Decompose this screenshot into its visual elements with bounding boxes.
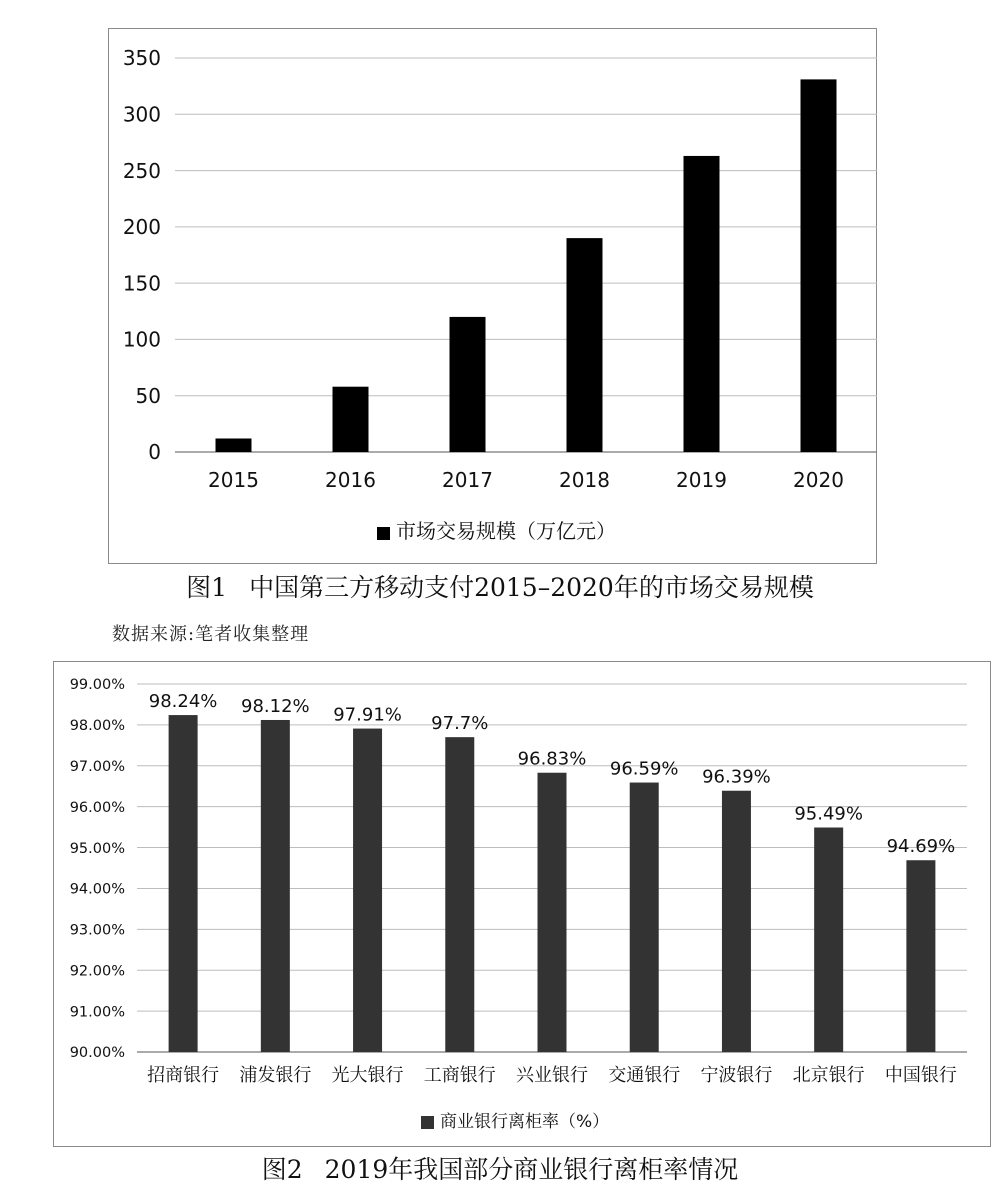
y-tick-label: 95.00% [69, 840, 125, 857]
y-tick-label: 90.00% [69, 1045, 125, 1062]
x-category-label: 北京银行 [792, 1065, 865, 1086]
bar [684, 156, 720, 452]
x-category-label: 浦发银行 [239, 1065, 312, 1086]
y-tick-label: 300 [122, 102, 161, 127]
y-tick-label: 91.00% [69, 1004, 125, 1021]
chart-2-frame [53, 661, 991, 1147]
y-tick-label: 100 [122, 327, 161, 352]
chart-2 [54, 662, 992, 1148]
chart-1 [109, 29, 878, 565]
x-category-label: 2017 [442, 468, 493, 492]
data-label: 98.24% [148, 691, 218, 713]
data-label: 98.12% [241, 695, 310, 717]
bar [450, 317, 486, 452]
bar [261, 720, 290, 1052]
y-tick-label: 0 [148, 440, 161, 465]
x-category-label: 宁波银行 [700, 1065, 773, 1086]
data-label: 96.59% [609, 758, 679, 780]
bar [906, 860, 935, 1052]
bar [353, 729, 382, 1052]
y-tick-label: 92.00% [69, 963, 125, 980]
bar [538, 773, 567, 1052]
bar [630, 783, 659, 1052]
bar [722, 791, 751, 1052]
data-label: 97.7% [431, 713, 489, 735]
figure-2-title: 2019年我国部分商业银行离柜率情况 [324, 1155, 739, 1184]
y-tick-label: 98.00% [69, 718, 125, 735]
data-label: 95.49% [794, 803, 863, 825]
data-label: 97.91% [333, 704, 402, 726]
y-tick-label: 97.00% [69, 758, 125, 775]
x-category-label: 交通银行 [608, 1065, 681, 1086]
y-tick-label: 150 [122, 271, 161, 296]
bar [567, 238, 603, 452]
x-category-label: 招商银行 [147, 1065, 220, 1086]
y-tick-label: 350 [122, 46, 161, 71]
y-tick-label: 94.00% [69, 881, 125, 898]
bar [445, 737, 474, 1052]
x-category-label: 2020 [793, 468, 844, 492]
legend-label: 市场交易规模（万亿元） [396, 519, 616, 543]
x-category-label: 2018 [559, 468, 610, 492]
y-tick-label: 99.00% [69, 677, 125, 694]
legend-label: 商业银行离柜率（%） [440, 1112, 610, 1132]
x-category-label: 工商银行 [423, 1065, 496, 1086]
bar [814, 828, 843, 1052]
x-category-label: 兴业银行 [516, 1065, 588, 1086]
x-category-label: 2015 [208, 468, 259, 492]
x-category-label: 2016 [325, 468, 376, 492]
bar [801, 79, 837, 452]
y-tick-label: 93.00% [69, 922, 125, 939]
bar [333, 387, 369, 452]
figure-1-title: 中国第三方移动支付2015–2020年的市场交易规模 [249, 573, 814, 602]
chart-1-frame [108, 28, 877, 564]
figure-1-label: 图1 [186, 573, 228, 602]
y-tick-label: 250 [122, 158, 161, 183]
x-category-label: 光大银行 [331, 1065, 404, 1086]
legend-swatch [421, 1116, 434, 1129]
figure-1-caption [0, 568, 1000, 604]
data-label: 96.39% [702, 766, 771, 788]
x-category-label: 中国银行 [884, 1065, 957, 1086]
figure-2-label: 图2 [261, 1155, 303, 1184]
figure-2-caption [0, 1150, 1000, 1186]
y-tick-label: 50 [135, 383, 161, 408]
data-source-note: 数据来源:笔者收集整理 [112, 624, 310, 645]
data-label: 94.69% [886, 836, 956, 858]
bar [169, 715, 198, 1052]
y-tick-label: 96.00% [69, 799, 125, 816]
legend-swatch [377, 527, 390, 540]
bar [216, 438, 252, 452]
data-label: 96.83% [517, 748, 587, 770]
y-tick-label: 200 [122, 215, 161, 240]
x-category-label: 2019 [676, 468, 727, 492]
